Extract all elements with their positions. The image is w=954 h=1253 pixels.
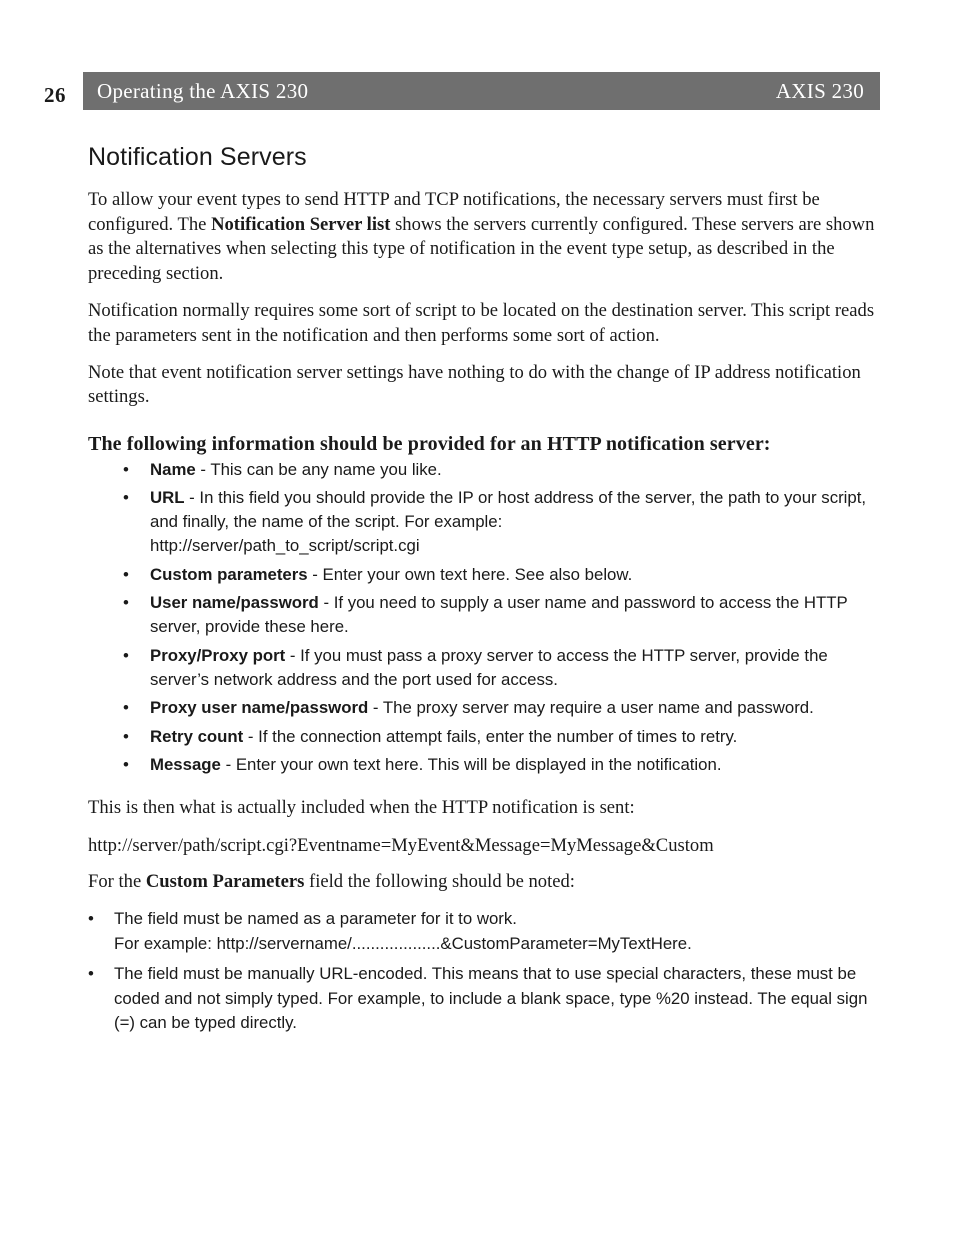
intro-text-start: To allow your event types to send HTTP and TCP notifications, the necessary servers must first be configured. The [88,189,820,235]
bullet-icon: • [123,698,129,718]
list-item [88,486,878,558]
page-number: 26 [44,83,66,107]
bullet-icon: • [123,726,129,746]
field-description: - If you need to supply a user name and password to access the HTTP server, provide these here. [150,593,848,637]
note-paragraph: Note that event notification server settings have nothing to do with the change of IP address notification settings. [88,361,861,408]
custom-notes-list [88,907,878,1036]
list-item [88,563,878,587]
intro-paragraph [88,188,878,286]
field-description: - Enter your own text here. This will be displayed in the notification. [220,755,722,775]
http-info-heading: The following information should be provided for an HTTP notification server: [88,432,771,455]
bullet-icon: • [123,593,129,613]
bullet-icon: • [88,964,94,984]
custom-intro-end: field the following should be noted: [304,871,575,893]
bullet-icon: • [123,459,129,479]
field-term: Message [150,755,221,775]
bullet-icon: • [123,645,129,665]
custom-parameters-term: Custom Parameters [145,871,305,893]
script-paragraph: Notification normally requires some sort of script to be located on the destination server. This script reads the parameters sent in the notification and then performs some sort of action. [88,300,875,346]
field-description: - The proxy server may require a user name and password. [368,698,814,718]
list-item [88,962,878,1036]
custom-intro-start: For the [88,871,146,893]
field-description: - This can be any name you like. [195,459,442,479]
bullet-icon: • [123,488,129,508]
note-text: The field must be named as a parameter for it to work. [114,909,517,929]
bullet-icon: • [123,755,129,775]
field-term: Proxy/Proxy port [150,645,286,665]
product-name: AXIS 230 [775,78,864,103]
field-term: URL [150,488,185,508]
notification-server-list-term: Notification Server list [211,213,391,235]
sent-url: http://server/path/script.cgi?Eventname=MyEvent&Message=MyMessage&Custom [88,834,714,856]
list-item [88,458,878,482]
list-item [88,696,878,720]
intro-text-end: shows the servers currently configured. These servers are shown as the alternatives when selecting this type of notification in the event type setup, as described in the preceding section. [88,213,875,284]
list-item [88,753,878,777]
field-description: - If the connection attempt fails, enter the number of times to retry. [243,726,738,746]
bullet-icon: • [88,909,94,929]
field-term: Proxy user name/password [150,698,369,718]
http-field-list [88,458,878,778]
page-content [88,140,878,1036]
note-text: The field must be manually URL-encoded. This means that to use special characters, these must be coded and not simply typed. For example, to include a blank space, type %20 instead. The equal sign (=) can be typed directly. [114,964,868,1033]
list-item [88,591,878,639]
chapter-title: Operating the AXIS 230 [97,78,309,103]
field-term: Retry count [150,726,244,746]
section-title: Notification Servers [88,143,307,171]
field-term: Custom parameters [150,564,308,584]
note-example: For example: http://servername/...................&CustomParameter=MyTextHere. [114,933,692,953]
field-description: - If you must pass a proxy server to access the HTTP server, provide the server’s network address and the port used for access. [150,645,828,689]
field-term: User name/password [150,593,319,613]
field-term: Name [150,459,196,479]
list-item [88,644,878,692]
field-description: - Enter your own text here. See also below. [307,564,633,584]
sent-intro: This is then what is actually included when the HTTP notification is sent: [88,797,635,819]
list-item [88,725,878,749]
list-item [88,907,878,956]
field-description: - In this field you should provide the IP or host address of the server, the path to your script, and finally, the name of the script. For example: [150,488,867,532]
url-example: http://server/path_to_script/script.cgi [150,536,420,556]
bullet-icon: • [123,564,129,584]
custom-params-intro [88,870,878,895]
running-header [83,72,880,110]
